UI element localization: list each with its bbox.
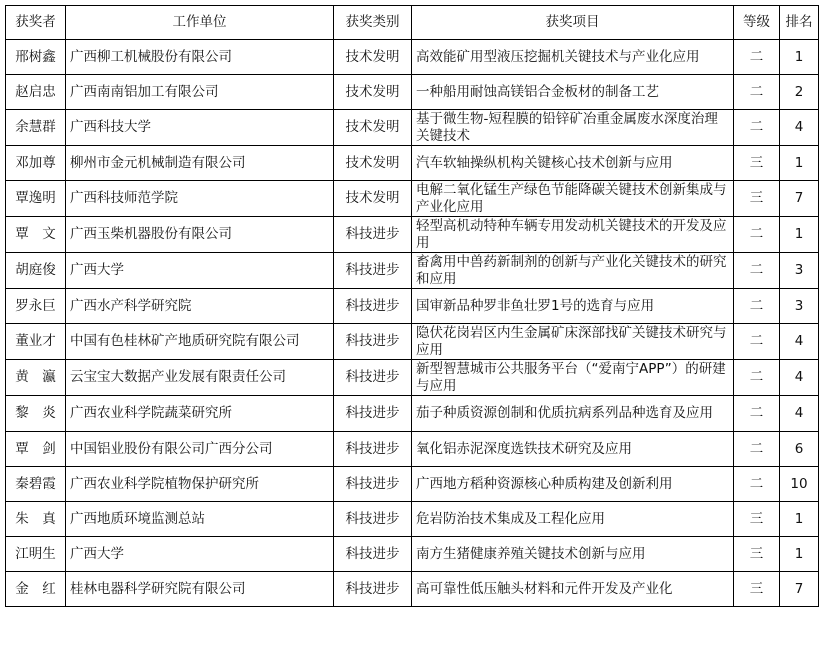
rank-cell: 4 — [780, 110, 819, 146]
work-unit-cell: 云宝宝大数据产业发展有限责任公司 — [66, 360, 334, 396]
rank-cell: 3 — [780, 253, 819, 289]
grade-cell: 三 — [734, 502, 780, 537]
award-project-cell: 广西地方稻种资源核心种质构建及创新利用 — [412, 467, 734, 502]
header-work-unit: 工作单位 — [66, 6, 334, 40]
work-unit-cell: 广西科技师范学院 — [66, 181, 334, 217]
table-row — [6, 217, 819, 253]
rank-cell: 1 — [780, 40, 819, 75]
work-unit-cell: 广西地质环境监测总站 — [66, 502, 334, 537]
award-category-cell: 科技进步 — [334, 537, 412, 572]
rank-cell: 4 — [780, 324, 819, 360]
work-unit-cell: 广西科技大学 — [66, 110, 334, 146]
awardee-cell: 金 红 — [6, 572, 66, 607]
work-unit-cell: 广西柳工机械股份有限公司 — [66, 40, 334, 75]
award-category-cell: 技术发明 — [334, 40, 412, 75]
header-row — [6, 6, 819, 40]
work-unit-cell: 中国铝业股份有限公司广西分公司 — [66, 432, 334, 467]
table-row — [6, 146, 819, 181]
award-project-cell: 高效能矿用型液压挖掘机关键技术与产业化应用 — [412, 40, 734, 75]
award-category-cell: 科技进步 — [334, 572, 412, 607]
work-unit-cell: 广西水产科学研究院 — [66, 289, 334, 324]
table-row — [6, 502, 819, 537]
work-unit-cell: 广西南南铝加工有限公司 — [66, 75, 334, 110]
award-project-cell: 畜禽用中兽药新制剂的创新与产业化关键技术的研究和应用 — [412, 253, 734, 289]
awardee-cell: 赵启忠 — [6, 75, 66, 110]
award-project-cell: 汽车软轴操纵机构关键核心技术创新与应用 — [412, 146, 734, 181]
rank-cell: 1 — [780, 217, 819, 253]
work-unit-cell: 广西大学 — [66, 537, 334, 572]
grade-cell: 二 — [734, 40, 780, 75]
grade-cell: 二 — [734, 75, 780, 110]
grade-cell: 二 — [734, 253, 780, 289]
grade-cell: 三 — [734, 572, 780, 607]
grade-cell: 二 — [734, 217, 780, 253]
awardee-cell: 秦碧霞 — [6, 467, 66, 502]
award-category-cell: 技术发明 — [334, 75, 412, 110]
work-unit-cell: 桂林电器科学研究院有限公司 — [66, 572, 334, 607]
award-category-cell: 科技进步 — [334, 467, 412, 502]
awards-table — [5, 5, 819, 607]
grade-cell: 二 — [734, 467, 780, 502]
award-project-cell: 南方生猪健康养殖关键技术创新与应用 — [412, 537, 734, 572]
rank-cell: 4 — [780, 360, 819, 396]
rank-cell: 4 — [780, 396, 819, 432]
grade-cell: 二 — [734, 396, 780, 432]
award-project-cell: 新型智慧城市公共服务平台（“爱南宁APP”）的研建与应用 — [412, 360, 734, 396]
grade-cell: 二 — [734, 110, 780, 146]
work-unit-cell: 广西玉柴机器股份有限公司 — [66, 217, 334, 253]
grade-cell: 二 — [734, 432, 780, 467]
award-project-cell: 轻型高机动特种车辆专用发动机关键技术的开发及应用 — [412, 217, 734, 253]
header-grade: 等级 — [734, 6, 780, 40]
header-award-project: 获奖项目 — [412, 6, 734, 40]
award-category-cell: 科技进步 — [334, 253, 412, 289]
awardee-cell: 覃 文 — [6, 217, 66, 253]
award-project-cell: 茄子种质资源创制和优质抗病系列品种选育及应用 — [412, 396, 734, 432]
rank-cell: 2 — [780, 75, 819, 110]
awardee-cell: 朱 真 — [6, 502, 66, 537]
grade-cell: 二 — [734, 289, 780, 324]
grade-cell: 二 — [734, 324, 780, 360]
grade-cell: 二 — [734, 360, 780, 396]
awardee-cell: 黎 炎 — [6, 396, 66, 432]
work-unit-cell: 广西大学 — [66, 253, 334, 289]
award-project-cell: 一种船用耐蚀高镁铝合金板材的制备工艺 — [412, 75, 734, 110]
award-category-cell: 科技进步 — [334, 324, 412, 360]
work-unit-cell: 广西农业科学院蔬菜研究所 — [66, 396, 334, 432]
grade-cell: 三 — [734, 146, 780, 181]
award-project-cell: 氧化铝赤泥深度选铁技术研究及应用 — [412, 432, 734, 467]
rank-cell: 7 — [780, 572, 819, 607]
awardee-cell: 董业才 — [6, 324, 66, 360]
awardee-cell: 覃逸明 — [6, 181, 66, 217]
rank-cell: 7 — [780, 181, 819, 217]
work-unit-cell: 柳州市金元机械制造有限公司 — [66, 146, 334, 181]
award-project-cell: 隐伏花岗岩区内生金属矿床深部找矿关键技术研究与应用 — [412, 324, 734, 360]
award-category-cell: 科技进步 — [334, 360, 412, 396]
table-row — [6, 324, 819, 360]
table-row — [6, 289, 819, 324]
award-project-cell: 基于微生物-短程膜的铅锌矿冶重金属废水深度治理关键技术 — [412, 110, 734, 146]
header-rank: 排名 — [780, 6, 819, 40]
awardee-cell: 胡庭俊 — [6, 253, 66, 289]
table-row — [6, 40, 819, 75]
award-project-cell: 高可靠性低压触头材料和元件开发及产业化 — [412, 572, 734, 607]
award-category-cell: 科技进步 — [334, 289, 412, 324]
grade-cell: 三 — [734, 537, 780, 572]
award-project-cell: 电解二氧化锰生产绿色节能降碳关键技术创新集成与产业化应用 — [412, 181, 734, 217]
rank-cell: 6 — [780, 432, 819, 467]
table-row — [6, 181, 819, 217]
table-row — [6, 360, 819, 396]
award-category-cell: 科技进步 — [334, 432, 412, 467]
award-project-cell: 危岩防治技术集成及工程化应用 — [412, 502, 734, 537]
rank-cell: 1 — [780, 146, 819, 181]
table-row — [6, 110, 819, 146]
table-row — [6, 572, 819, 607]
rank-cell: 1 — [780, 502, 819, 537]
awardee-cell: 罗永巨 — [6, 289, 66, 324]
table-row — [6, 253, 819, 289]
table-row — [6, 467, 819, 502]
table-row — [6, 537, 819, 572]
rank-cell: 1 — [780, 537, 819, 572]
award-category-cell: 科技进步 — [334, 396, 412, 432]
awardee-cell: 黄 瀛 — [6, 360, 66, 396]
award-category-cell: 技术发明 — [334, 146, 412, 181]
award-category-cell: 科技进步 — [334, 217, 412, 253]
rank-cell: 10 — [780, 467, 819, 502]
work-unit-cell: 中国有色桂林矿产地质研究院有限公司 — [66, 324, 334, 360]
header-awardee: 获奖者 — [6, 6, 66, 40]
table-body — [6, 40, 819, 607]
award-project-cell: 国审新品种罗非鱼壮罗1号的选育与应用 — [412, 289, 734, 324]
table-row — [6, 432, 819, 467]
awardee-cell: 江明生 — [6, 537, 66, 572]
awardee-cell: 邢树鑫 — [6, 40, 66, 75]
awardee-cell: 覃 剑 — [6, 432, 66, 467]
header-award-category: 获奖类别 — [334, 6, 412, 40]
award-category-cell: 技术发明 — [334, 110, 412, 146]
work-unit-cell: 广西农业科学院植物保护研究所 — [66, 467, 334, 502]
award-category-cell: 技术发明 — [334, 181, 412, 217]
awardee-cell: 邓加尊 — [6, 146, 66, 181]
table-row — [6, 396, 819, 432]
award-category-cell: 科技进步 — [334, 502, 412, 537]
table-row — [6, 75, 819, 110]
rank-cell: 3 — [780, 289, 819, 324]
grade-cell: 三 — [734, 181, 780, 217]
awardee-cell: 余慧群 — [6, 110, 66, 146]
